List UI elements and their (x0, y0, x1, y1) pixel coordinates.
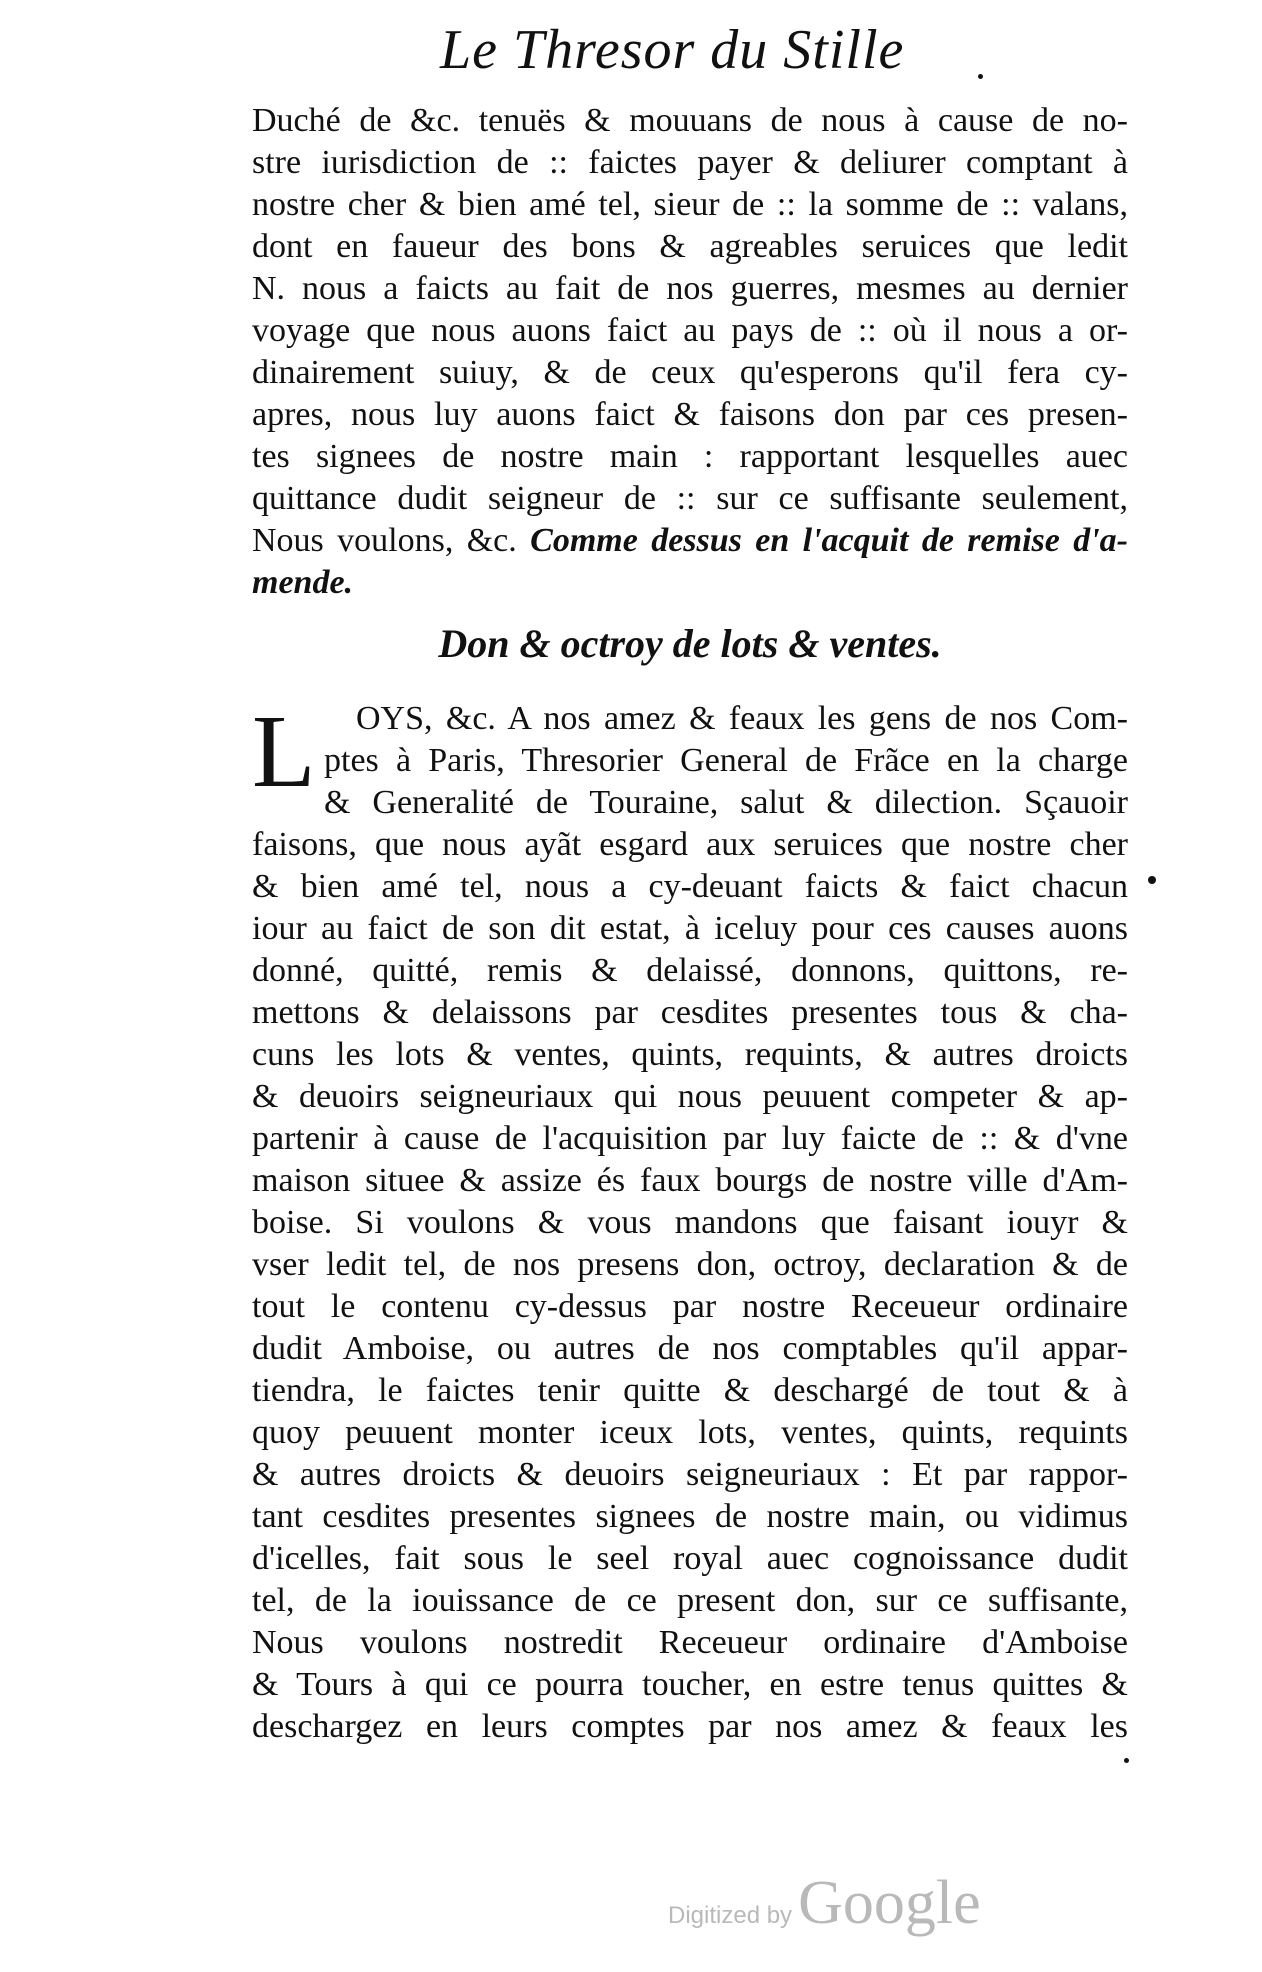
text-line: iour au faict de son dit estat, à iceluy pour ces causes auons (252, 910, 1128, 947)
digitized-watermark (668, 1868, 981, 1939)
google-logo: Google (798, 1869, 981, 1937)
text-block-letter (252, 100, 1128, 604)
text-line: boise. Si voulons & vous mandons que faisant iouyr & (252, 1204, 1128, 1241)
text-line: tant cesdites presentes signees de nostre main, ou vidimus (252, 1498, 1128, 1535)
ink-speck (1124, 1758, 1129, 1763)
text-line: tes signees de nostre main : rapportant lesquelles auec (252, 438, 1128, 475)
text-line: quittance dudit seigneur de :: sur ce suffisante seulement, (252, 480, 1128, 517)
text-line: d'icelles, fait sous le seel royal auec cognoissance dudit (252, 1540, 1128, 1577)
text-line: ptes à Paris, Thresorier General de Frãce en la charge (324, 742, 1128, 779)
text-line: tout le contenu cy-dessus par nostre Receueur ordinaire (252, 1288, 1128, 1325)
text-line: mettons & delaissons par cesdites presentes tous & cha- (252, 994, 1128, 1031)
text-line: dont en faueur des bons & agreables seruices que ledit (252, 228, 1128, 265)
text-line: donné, quitté, remis & delaissé, donnons, quittons, re- (252, 952, 1128, 989)
italic-rubric-continuation: mende. (252, 564, 354, 601)
text-line (252, 520, 1128, 562)
text-line: apres, nous luy auons faict & faisons don par ces presen- (252, 396, 1128, 433)
drop-cap-lines (252, 694, 1128, 824)
text-line: cuns les lots & ventes, quints, requints, & autres droicts (252, 1036, 1128, 1073)
text-line: maison situee & assize és faux bourgs de nostre ville d'Am- (252, 1162, 1128, 1199)
text-line: quoy peuuent monter iceux lots, ventes, quints, requints (252, 1414, 1128, 1451)
section-title: Don & octroy de lots & ventes. (438, 621, 942, 666)
text-line: vser ledit tel, de nos presens don, octroy, declaration & de (252, 1246, 1128, 1283)
text-line: & Generalité de Touraine, salut & dilection. Sçauoir (324, 784, 1128, 821)
text-line: & deuoirs seigneuriaux qui nous peuuent competer & ap- (252, 1078, 1128, 1115)
text-line: dinairement suiuy, & de ceux qu'esperons qu'il fera cy- (252, 354, 1128, 391)
text-line: & Tours à qui ce pourra toucher, en estre tenus quittes & (252, 1666, 1128, 1703)
text-line: deschargez en leurs comptes par nos amez & feaux les (252, 1708, 1128, 1745)
watermark-prefix: Digitized by (668, 1902, 793, 1929)
text-block-don-octroy (252, 694, 1128, 1748)
text-line: Nous voulons nostredit Receueur ordinaire d'Amboise (252, 1624, 1128, 1661)
text-line: voyage que nous auons faict au pays de :: où il nous a or- (252, 312, 1128, 349)
running-head: Le Thresor du Stille (440, 19, 905, 81)
text-line: partenir à cause de l'acquisition par luy faicte de :: & d'vne (252, 1120, 1128, 1157)
text-line: Duché de &c. tenuës & mouuans de nous à cause de no- (252, 102, 1128, 139)
text-line-plain: Nous voulons, &c. (252, 522, 531, 559)
text-line: tiendra, le faictes tenir quitte & deschargé de tout & à (252, 1372, 1128, 1409)
drop-cap: L (252, 694, 316, 809)
text-line: tel, de la iouissance de ce present don, sur ce suffisante, (252, 1582, 1128, 1619)
text-line: OYS, &c. A nos amez & feaux les gens de nos Com- (356, 700, 1128, 737)
text-line: faisons, que nous ayãt esgard aux seruices que nostre cher (252, 826, 1128, 863)
text-line: N. nous a faicts au fait de nos guerres, mesmes au dernier (252, 270, 1128, 307)
text-line: stre iurisdiction de :: faictes payer & deliurer comptant à (252, 144, 1128, 181)
ink-speck (978, 74, 983, 79)
text-line: & autres droicts & deuoirs seigneuriaux : Et par rappor- (252, 1456, 1128, 1493)
text-line: dudit Amboise, ou autres de nos comptables qu'il appar- (252, 1330, 1128, 1367)
text-line: & bien amé tel, nous a cy-deuant faicts & faict chacun (252, 868, 1128, 905)
text-line: nostre cher & bien amé tel, sieur de :: la somme de :: valans, (252, 186, 1128, 223)
ink-speck (1148, 876, 1156, 884)
italic-rubric: Comme dessus en l'acquit de remise d'a- (530, 522, 1128, 559)
